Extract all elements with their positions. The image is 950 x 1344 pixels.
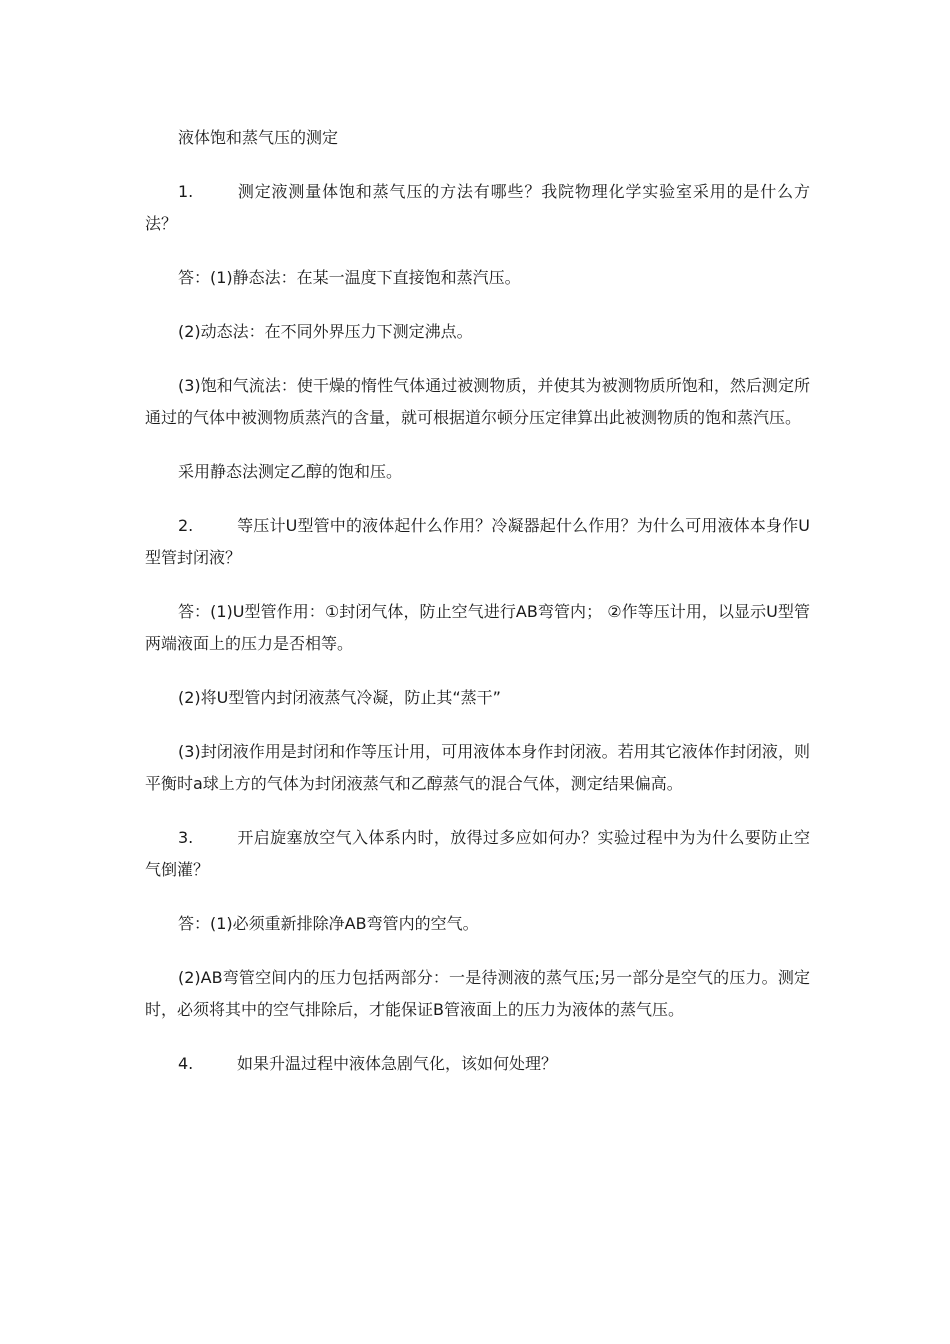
question-3	[145, 822, 810, 886]
answer-1-part-3: (3)饱和气流法：使干燥的惰性气体通过被测物质，并使其为被测物质所饱和，然后测定所通过的气体中被测物质蒸汽的含量，就可根据道尔顿分压定律算出此被测物质的饱和蒸汽压。	[145, 376, 810, 427]
answer-2-part-1: 答：(1)U型管作用：①封闭气体，防止空气进行AB弯管内； ②作等压计用，以显示U型管两端液面上的压力是否相等。	[145, 602, 810, 653]
question-text: 等压计U型管中的液体起什么作用？冷凝器起什么作用？为什么可用液体本身作U型管封闭液？	[145, 516, 810, 567]
document-title: 液体饱和蒸气压的测定	[178, 128, 339, 147]
question-number: 1.	[178, 182, 194, 201]
question-number: 4.	[178, 1054, 194, 1073]
question-4	[145, 1048, 810, 1080]
question-number: 2.	[178, 516, 194, 535]
answer-1-part-2: (2)动态法：在不同外界压力下测定沸点。	[178, 322, 473, 341]
question-number: 3.	[178, 828, 194, 847]
question-1	[145, 176, 810, 240]
question-text: 如果升温过程中液体急剧气化，该如何处理？	[237, 1054, 558, 1073]
answer-3-part-2: (2)AB弯管空间内的压力包括两部分：一是待测液的蒸气压;另一部分是空气的压力。测定时，必须将其中的空气排除后，才能保证B管液面上的压力为液体的蒸气压。	[145, 968, 810, 1019]
answer-3-part-1: 答：(1)必须重新排除净AB弯管内的空气。	[178, 914, 479, 933]
answer-1-part-1: 答：(1)静态法：在某一温度下直接饱和蒸汽压。	[178, 268, 521, 287]
answer-2-part-3: (3)封闭液作用是封闭和作等压计用，可用液体本身作封闭液。若用其它液体作封闭液，则平衡时a球上方的气体为封闭液蒸气和乙醇蒸气的混合气体，测定结果偏高。	[145, 742, 810, 793]
question-text: 开启旋塞放空气入体系内时，放得过多应如何办？实验过程中为为什么要防止空气倒灌？	[145, 828, 810, 879]
answer-1-conclusion: 采用静态法测定乙醇的饱和压。	[178, 462, 403, 481]
question-2	[145, 510, 810, 574]
question-text: 测定液测量体饱和蒸气压的方法有哪些？我院物理化学实验室采用的是什么方法？	[145, 182, 810, 233]
answer-2-part-2: (2)将U型管内封闭液蒸气冷凝，防止其“蒸干”	[178, 688, 501, 707]
document-body	[145, 122, 810, 1102]
